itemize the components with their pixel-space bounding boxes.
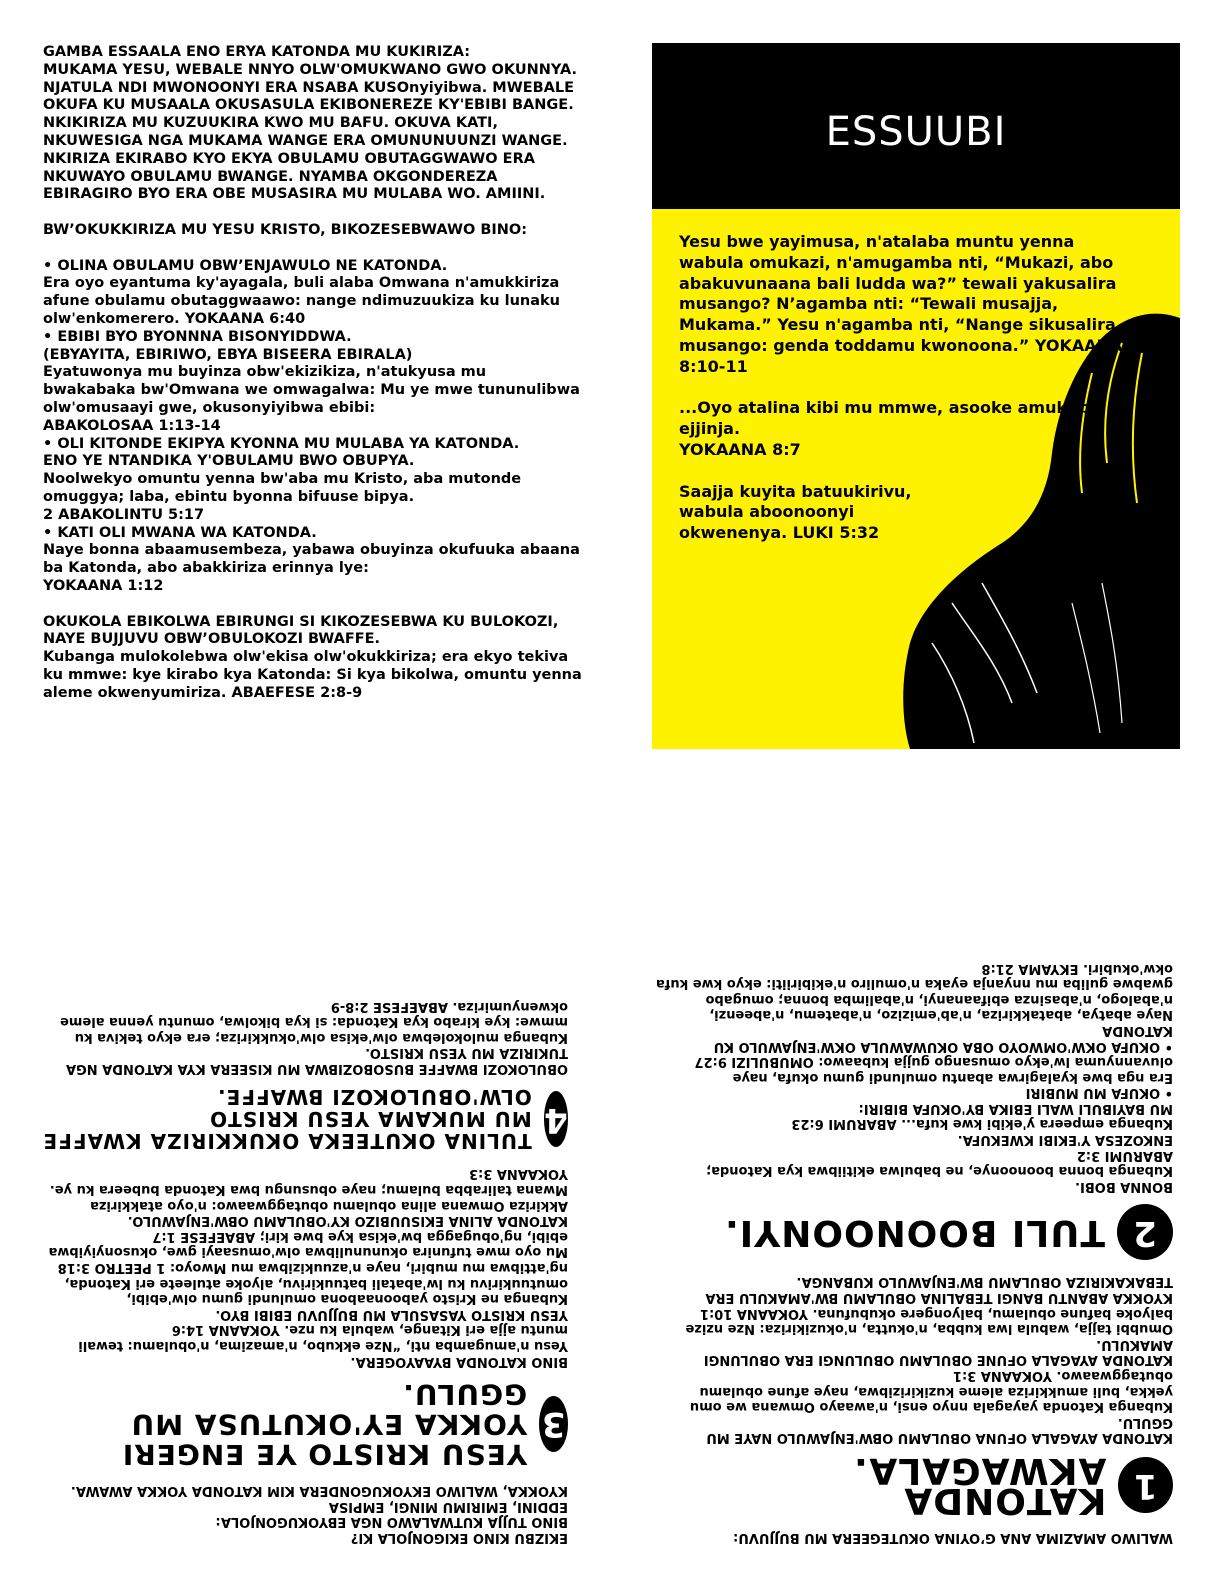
benefits-heading: BW’OKUKKIRIZA MU YESU KRISTO, BIKOZESEBWAWO BINO: bbox=[43, 221, 528, 238]
works-text: OKUKOLA EBIKOLWA EBIRUNGI SI KIKOZESEBWA KU BULOKOZI, NAYE BUJJUVU OBW’OBULOKOZI BWAFFE. Kubanga mulokolebwa olw'ekisa olw'okukkiriza; era ekyo tekiva ku mmwe: kye kirabo kya Katonda: Si kya bikolwa, omuntu yenna aleme okwenyumiriza. ABAEFESE 2:8-9 bbox=[43, 613, 582, 701]
left-text-column bbox=[43, 44, 583, 702]
panel-title: ESSUUBI bbox=[825, 109, 1007, 155]
section-4-badge: 4 bbox=[544, 1091, 568, 1147]
section-3-text: BINO KATONDA BYAAYOGERA. Yesu n'amugamba nti, “Nze ekkubo, n'amazima, n'obulamu: tewali muntu ajja eri Kitange, wabula ku nze. YOKAANA 14:6 YESU KRISTO YASASULA MU BUJJUVU EBIBI BYO. Kubanga ne Kristo yaboonaabona omulundi gumu olw'ebibi, omutuukirivu ku lw'abatali batuukirivu, alyoke atuleete eri Katonda, ng'attibwa mu mubiri, naye n'azuukizibwa mu Mwoyo: 1 PEETRO 3:18 Mu oyo mwe tufunira okununulibwa olw'omusaayi gwe, okusonyiyibwa ebibi, ng'obugagga bw'ekisa kye bwe kiri; ABAEFESE 1:7 KATONDA ALINA EKISUUBIZO KY'OBULAMU OBW'ENJAWULO. Akkiriza Omwana alina obulamu obutaggwaawo: n'oyo atakkiriza Mwana talirabba bulamu; naye obusungu bwa Katonda bubeera ku ye. YOKAANA 3:3 bbox=[48, 1166, 568, 1369]
section-2-title: TULI BOONOONYI. bbox=[724, 1211, 1105, 1253]
prayer-text: GAMBA ESSAALA ENO ERYA KATONDA MU KUKIRIZA: MUKAMA YESU, WEBALE NNYO OLW'OMUKWANO GWO OKUNNYA. NJATULA NDI MWONOONYI ERA NSABA KUSOnyiyibwa. MWEBALE OKUFA KU MUSAALA OKUSASULA EKIBONEREZE KY'EBIBI BANGE. NKIKIRIZA MU KUZUUKIRA KWO MU BAFU. OKUVA KATI, NKUWESIGA NGA MUKAMA WANGE ERA OMUNUNUUNZI WANGE. NKIRIZA EKIRABO KYO EKYA OBULAMU OBUTAGGWAWO ERA NKUWAYO OBULAMU BWANGE. NYAMBA OKGONDEREZA EBIRAGIRO BYO ERA OBE MUSASIRA MU MULABA WO. AMIINI. bbox=[43, 44, 577, 203]
section-2-heading bbox=[648, 1204, 1173, 1260]
solution-intro: EKIZBU KINO EKIGONJOLA KI? BINO TUJJA KUTWALAWO NGA EBYOKUGONJOLA: EDDINI, EMIRIMU MINGI, EMPISA KYOKKA, WALIWO EKYOKUGONDERA KIM KATONDA YOKKA AWAWA. bbox=[70, 1483, 568, 1545]
section-4-heading bbox=[38, 1086, 568, 1152]
section-1-heading bbox=[648, 1450, 1173, 1522]
section-4-title: TULINA OKUTEEKA OKUKKIRIZA KWAFFE MU MUKAMA YESU KRISTO OLW'OBULOKOZI BWAFFE. bbox=[42, 1084, 532, 1153]
verse-john-8-7: ...Oyo atalina kibi mu mmwe, asooke amukuba ejjinja. YOKAANA 8:7 bbox=[679, 398, 1101, 459]
section-4-text: OBULOKOZI BWAFFE BUSOBOZIBWA MU KISEERA KYA KATONDA NGA TUKIRIZA MU YESU KRISTO. Kubanga mulokolebwa olw'ekisa olw'okukkiriza; era ekyo tekiva ku mmwe: kye kirabo kya Katonda: si kya bikolwa, omuntu yenna aleme okwenyumiriza. ABAEFESE 2:8-9 bbox=[60, 998, 568, 1076]
panel-verses bbox=[679, 232, 1139, 565]
section-3-heading bbox=[38, 1379, 568, 1469]
truths-intro: WALIWO AMAZIMA ANA G’OYINA OKUTEGEERA MU BUJJUVU: bbox=[733, 1530, 1173, 1545]
section-1-badge: 1 bbox=[1118, 1457, 1173, 1513]
section-3-badge: 3 bbox=[539, 1396, 568, 1452]
bottom-right-flipped-section bbox=[648, 800, 1173, 1545]
section-1-title: KATONDA AKWAGALA. bbox=[853, 1450, 1107, 1522]
hope-panel bbox=[652, 43, 1180, 749]
section-1-text: KATONDA AYAGALA OFUNA OBULAMU OBW'ENJAWULO NAYE MU GGULU. Kubanga Katonda yayagala nnyo ensi, n'awaayo Omwana we omu yekka, buli amukkiriza aleme kuzikirizibwa, naye afune obulamu obutaggwaawo. YOKAANA 3:1 KATONDA AYAGALA OFUNE OBULAMU OBULUNGI ERA OBULUNGI AMAKULU. Omubbi tajja, wabula lwa kubba, n'okutta, n'okuzikiriza: Nze nzize balyoke bafune obulamu, balyongere okubufuna. YOKAANA 10:1 KYOKKA ABANTU BANGI TEBALINA OBULAMU BW'AMAKULU ERA TEBAKAKIRIZA OBULAMU BW'ENJAWULO KUBANGA. bbox=[685, 1274, 1173, 1446]
verse-john-8-10: Yesu bwe yayimusa, n'atalaba muntu yenna wabula omukazi, n'amugamba nti, “Mukazi, abo abakuvunaana bali ludda wa?” tewali yakusalira musango? N’agamba nti: “Tewali musajja, Mukama.” Yesu n'agamba nti, “Nange sikusalira musango: genda toddamu kwonoona.” YOKAANA 8:10-11 bbox=[679, 232, 1123, 376]
benefits-list: • OLINA OBULAMU OBW’ENJAWULO NE KATONDA. Era oyo eyantuma ky'ayagala, buli alaba Omwana n'amukkiriza afune obulamu obutaggwaawo: nange ndimuzuukiza ku lunaku olw'enkomerero. YOKAANA 6:40 • EBIBI BYO BYONNNA BISONYIDDWA. (EBYAYITA, EBIRIWO, EBYA BISEERA EBIRALA) Eyatuwonya mu buyinza obw'ekizikiza, n'atukyusa mu bwakabaka bw'Omwana we omwagalwa: Mu ye mwe tununulibwa olw'omusaayi gwe, okusonyiyibwa ebibi: ABAKOLOSAA 1:13-14 • OLI KITONDE EKIPYA KYONNA MU MULABA YA KATONDA. ENO YE NTANDIKA Y'OBULAMU BWO OBUPYA. Noolwekyo omuntu yenna bw'aba mu Kristo, aba mutonde omuggya; laba, ebintu byonna bifuuse bipya. 2 ABAKOLINTU 5:17 • KATI OLI MWANA WA KATONDA. Naye bonna abaamusembeza, yabawa obuyinza okufuuka abaana ba Katonda, abo abakkiriza erinnya lye: YOKAANA 1:12 bbox=[43, 257, 580, 594]
bottom-left-flipped-section bbox=[38, 830, 568, 1545]
section-2-badge: 2 bbox=[1117, 1204, 1173, 1260]
verse-luke-5-32: Saajja kuyita batuukirivu, wabula aboonoonyi okwenenya. LUKI 5:32 bbox=[679, 481, 912, 543]
section-2-text: BONNA BOBI. Kubanga bonna boonoonye, ne babulwa ekitiibwa kya Katonda; ABARUMI 3:2 ENKOZESA Y'EKIBI KWEKUFA. Kubanga empeera y'ekibi kwe kufa... ABARUMI 6:23 MU BAYIBULI WALI EBIKA BY'OKUFA BIBIRI: • OKUFA MU MUBIRI Era nga bwe kyalagirwa abantu omulundi gumu okufa, naye oluvannyuma lw'ekyo omusango gujja kubaawo: OMUBULIZI 9:27 • OKUFA OKW'OMWOYO OBA OKUWAWULA OKW'ENJAWULO KU KATONDA Naye abatya, abatakkiriza, n'ab'emizizo, n'abatemu, n'abeenzi, n'abalogo, n'abasinza ebifaananyi, n'abalimba bonna; omugabo gwabwe guliba mu nnyanja eyaka n'omuliro n'ekibiriiti: ekyo kwe kufa okw'okubiri. EKYAMA 21:8 bbox=[655, 960, 1173, 1194]
section-3-title: YESU KRISTO YE ENGERI YOKKA EY'OKUTUSA MU GGULU. bbox=[121, 1377, 528, 1471]
